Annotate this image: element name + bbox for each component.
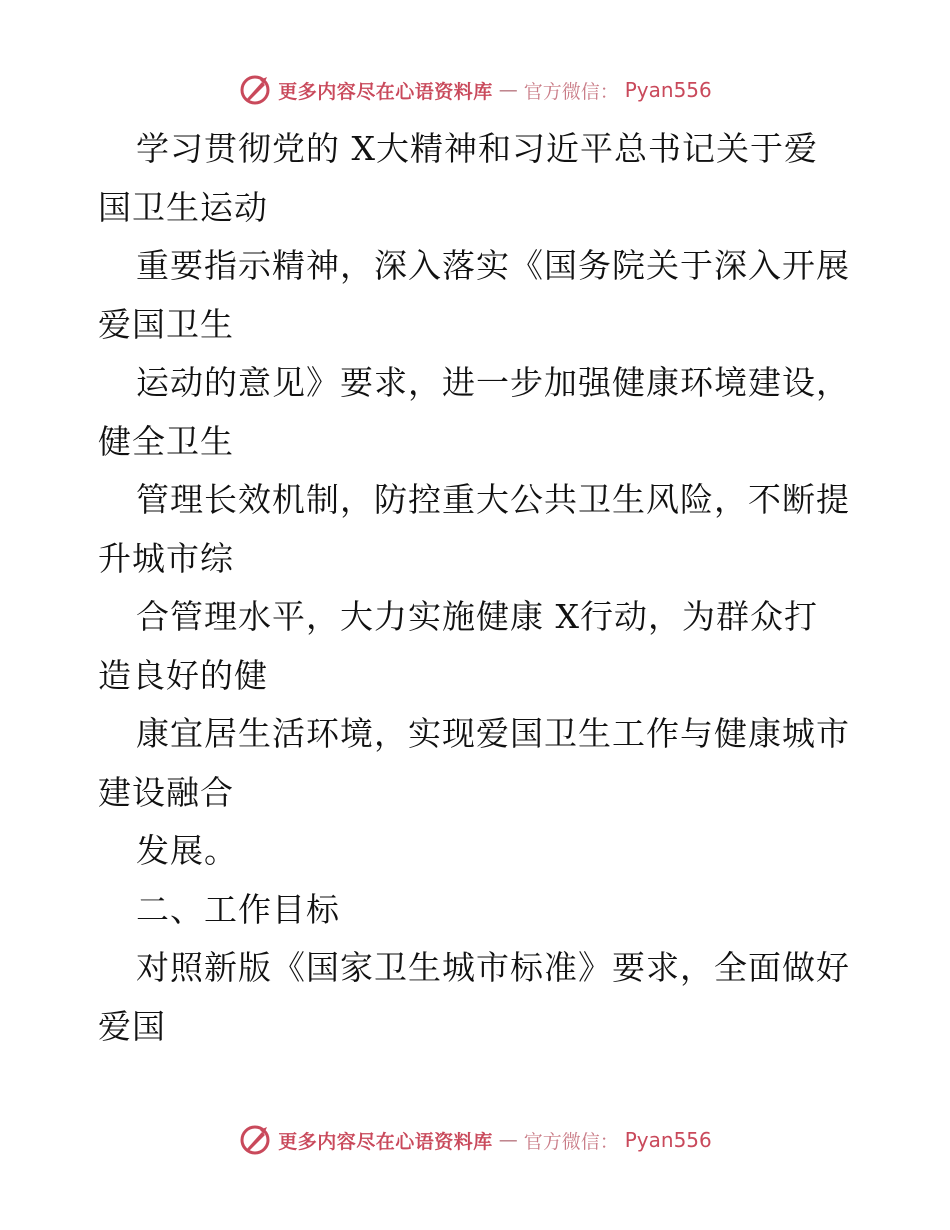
text-line: 爱国 bbox=[98, 1006, 166, 1046]
watermark-wechat-id: Pyan556 bbox=[624, 1128, 712, 1152]
watermark-content bbox=[238, 1123, 712, 1157]
text-line: 管理长效机制，防控重大公共卫生风险，不断提 bbox=[136, 480, 850, 519]
text-line: 建设融合 bbox=[98, 772, 234, 812]
watermark-dash: — bbox=[498, 79, 518, 101]
document-body bbox=[98, 120, 858, 1056]
text-line: 运动的意见》要求，进一步加强健康环境建设， bbox=[136, 363, 850, 402]
section-heading: 二、工作目标 bbox=[136, 889, 340, 929]
watermark-dash: — bbox=[498, 1129, 518, 1151]
text-line: 爱国卫生 bbox=[98, 304, 234, 344]
quill-logo-icon bbox=[238, 73, 272, 107]
text-line: 造良好的健 bbox=[98, 655, 268, 695]
text-line: 康宜居生活环境，实现爱国卫生工作与健康城市 bbox=[136, 714, 850, 753]
footer-watermark bbox=[0, 1120, 950, 1160]
text-line: 合管理水平，大力实施健康 X行动，为群众打 bbox=[136, 597, 818, 636]
watermark-title: 更多内容尽在心语资料库 bbox=[278, 1130, 493, 1153]
text-line: 重要指示精神，深入落实《国务院关于深入开展 bbox=[136, 246, 850, 285]
text-line: 发展。 bbox=[136, 831, 238, 870]
text-line: 升城市综 bbox=[98, 538, 234, 578]
header-watermark bbox=[0, 70, 950, 110]
watermark-title: 更多内容尽在心语资料库 bbox=[278, 80, 493, 103]
text-line: 健全卫生 bbox=[98, 421, 234, 461]
text-line: 对照新版《国家卫生城市标准》要求，全面做好 bbox=[136, 948, 850, 987]
quill-logo-icon bbox=[238, 1123, 272, 1157]
watermark-wechat-label: 官方微信： bbox=[523, 80, 619, 103]
watermark-content bbox=[238, 73, 712, 107]
watermark-wechat-id: Pyan556 bbox=[624, 78, 712, 102]
text-line: 国卫生运动 bbox=[98, 187, 268, 227]
watermark-wechat-label: 官方微信： bbox=[523, 1130, 619, 1153]
text-line: 学习贯彻党的 X大精神和习近平总书记关于爱 bbox=[136, 129, 818, 168]
